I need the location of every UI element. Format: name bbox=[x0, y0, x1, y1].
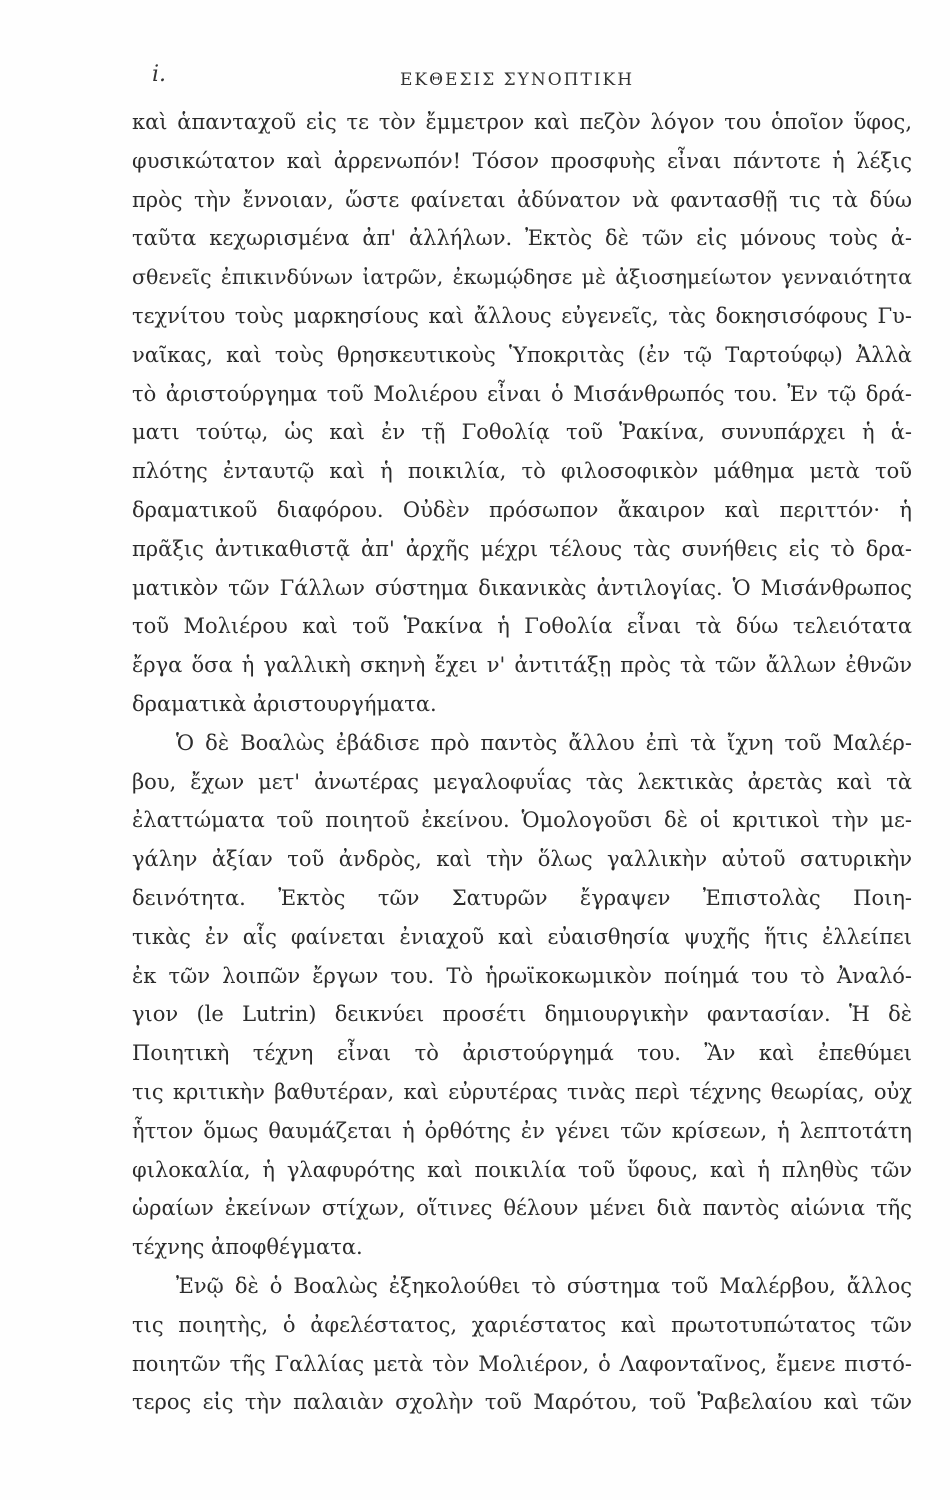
text-line: τις ποιητὴς, ὁ ἀφελέστατος, χαριέστατος καὶ πρωτοτυπώτατος τῶν bbox=[132, 1312, 912, 1337]
text-line: φυσικώτατον καὶ ἀρρενωπόν! Τόσον προσφυὴς εἶναι πάντοτε ἡ λέξις bbox=[132, 148, 912, 173]
text-line: δραματικοῦ διαφόρου. Οὐδὲν πρόσωπον ἄκαιρον καὶ περιττόν· ἡ bbox=[132, 497, 912, 522]
text-line: Ὁ δὲ Βοαλὼς ἐβάδισε πρὸ παντὸς ἄλλου ἐπὶ τὰ ἴχνη τοῦ Μαλέρ- bbox=[176, 730, 912, 755]
text-line: τὸ ἀριστούργημα τοῦ Μολιέρου εἶναι ὁ Μισάνθρωπός του. Ἐν τῷ δρά- bbox=[132, 381, 912, 406]
text-line: ἧττον ὅμως θαυμάζεται ἡ ὀρθότης ἐν γένει τῶν κρίσεων, ἡ λεπτοτάτη bbox=[132, 1118, 912, 1143]
text-line: πρὸς τὴν ἔννοιαν, ὥστε φαίνεται ἀδύνατον νὰ φαντασθῇ τις τὰ δύω bbox=[132, 187, 912, 212]
text-line: καὶ ἁπανταχοῦ εἰς τε τὸν ἔμμετρον καὶ πεζὸν λόγον του ὁποῖον ὕφος, bbox=[132, 110, 912, 134]
text-line: τικὰς ἐν αἷς φαίνεται ἐνιαχοῦ καὶ εὐαισθησία ψυχῆς ἥτις ἐλλείπει bbox=[132, 924, 912, 949]
text-line: ταῦτα κεχωρισμένα ἀπ' ἀλλήλων. Ἐκτὸς δὲ τῶν εἰς μόνους τοὺς ἀ- bbox=[132, 226, 912, 251]
text-line: τοῦ Μολιέρου καὶ τοῦ Ῥακίνα ἡ Γοθολία εἶναι τὰ δύω τελειότατα bbox=[132, 614, 912, 639]
text-line: δεινότητα. Ἐκτὸς τῶν Σατυρῶν ἔγραψεν Ἐπιστολὰς Ποιη- bbox=[132, 885, 912, 910]
running-title: ΕΚΘΕΣΙΣ ΣΥΝΟΠΤΙΚΗ bbox=[400, 70, 635, 90]
text-line: ἐκ τῶν λοιπῶν ἔργων του. Τὸ ἡρωϊκοκωμικὸν ποίημά του τὸ Ἀναλό- bbox=[132, 963, 912, 988]
text-line: φιλοκαλία, ἡ γλαφυρότης καὶ ποικιλία τοῦ ὕφους, καὶ ἡ πληθὺς τῶν bbox=[132, 1157, 912, 1182]
text-line: γάλην ἀξίαν τοῦ ἀνδρὸς, καὶ τὴν ὅλως γαλλικὴν αὐτοῦ σατυρικὴν bbox=[132, 847, 912, 872]
text-line: τεχνίτου τοὺς μαρκησίους καὶ ἄλλους εὐγενεῖς, τὰς δοκησισόφους Γυ- bbox=[132, 303, 912, 328]
text-line: δραματικὰ ἀριστουργήματα. bbox=[132, 691, 437, 716]
text-line: σθενεῖς ἐπικινδύνων ἰατρῶν, ἐκωμῴδησε μὲ ἀξιοσημείωτον γενναιότητα bbox=[132, 265, 912, 290]
text-line: ἔργα ὅσα ἡ γαλλικὴ σκηνὴ ἔχει ν' ἀντιτάξῃ πρὸς τὰ τῶν ἄλλων ἐθνῶν bbox=[132, 653, 912, 678]
text-line: γιον (le Lutrin) δεικνύει προσέτι δημιουργικὴν φαντασίαν. Ἡ δὲ bbox=[132, 1002, 912, 1027]
text-line: ἐλαττώματα τοῦ ποιητοῦ ἐκείνου. Ὁμολογοῦσι δὲ οἱ κριτικοὶ τὴν με- bbox=[132, 808, 912, 833]
text-line: ναῖκας, καὶ τοὺς θρησκευτικοὺς Ὑποκριτὰς (ἐν τῷ Ταρτούφῳ) Ἀλλὰ bbox=[132, 342, 912, 367]
text-line: τερος εἰς τὴν παλαιὰν σχολὴν τοῦ Μαρότου, τοῦ Ῥαβελαίου καὶ τῶν bbox=[132, 1390, 912, 1415]
text-line: ποιητῶν τῆς Γαλλίας μετὰ τὸν Μολιέρον, ὁ Λαφονταῖνος, ἔμενε πιστό- bbox=[132, 1351, 912, 1376]
text-line: Ἐνῷ δὲ ὁ Βοαλὼς ἐξηκολούθει τὸ σύστημα τοῦ Μαλέρβου, ἄλλος bbox=[176, 1273, 912, 1298]
text-line: πρᾶξις ἀντικαθιστᾷ ἀπ' ἀρχῆς μέχρι τέλους τὰς συνήθεις εἰς τὸ δρα- bbox=[132, 536, 912, 561]
text-line: πλότης ἐνταυτῷ καὶ ἡ ποικιλία, τὸ φιλοσοφικὸν μάθημα μετὰ τοῦ bbox=[132, 459, 912, 484]
page-number: i. bbox=[152, 62, 167, 87]
text-line: ὡραίων ἐκείνων στίχων, οἵτινες θέλουν μένει διὰ παντὸς αἰώνια τῆς bbox=[132, 1196, 912, 1221]
text-line: Ποιητικὴ τέχνη εἶναι τὸ ἀριστούργημά του. Ἂν καὶ ἐπεθύμει bbox=[132, 1041, 912, 1066]
text-line: βου, ἔχων μετ' ἀνωτέρας μεγαλοφυΐας τὰς λεκτικὰς ἀρετὰς καὶ τὰ bbox=[132, 769, 912, 794]
text-line: ματι τούτῳ, ὡς καὶ ἐν τῇ Γοθολίᾳ τοῦ Ῥακίνα, συνυπάρχει ἡ ἁ- bbox=[132, 420, 912, 445]
text-line: τις κριτικὴν βαθυτέραν, καὶ εὐρυτέρας τινὰς περὶ τέχνης θεωρίας, οὐχ bbox=[132, 1079, 912, 1104]
text-line: ματικὸν τῶν Γάλλων σύστημα δικανικὰς ἀντιλογίας. Ὁ Μισάνθρωπος bbox=[132, 575, 912, 600]
text-line: τέχνης ἀποφθέγματα. bbox=[132, 1235, 363, 1260]
body-text bbox=[132, 103, 912, 1422]
